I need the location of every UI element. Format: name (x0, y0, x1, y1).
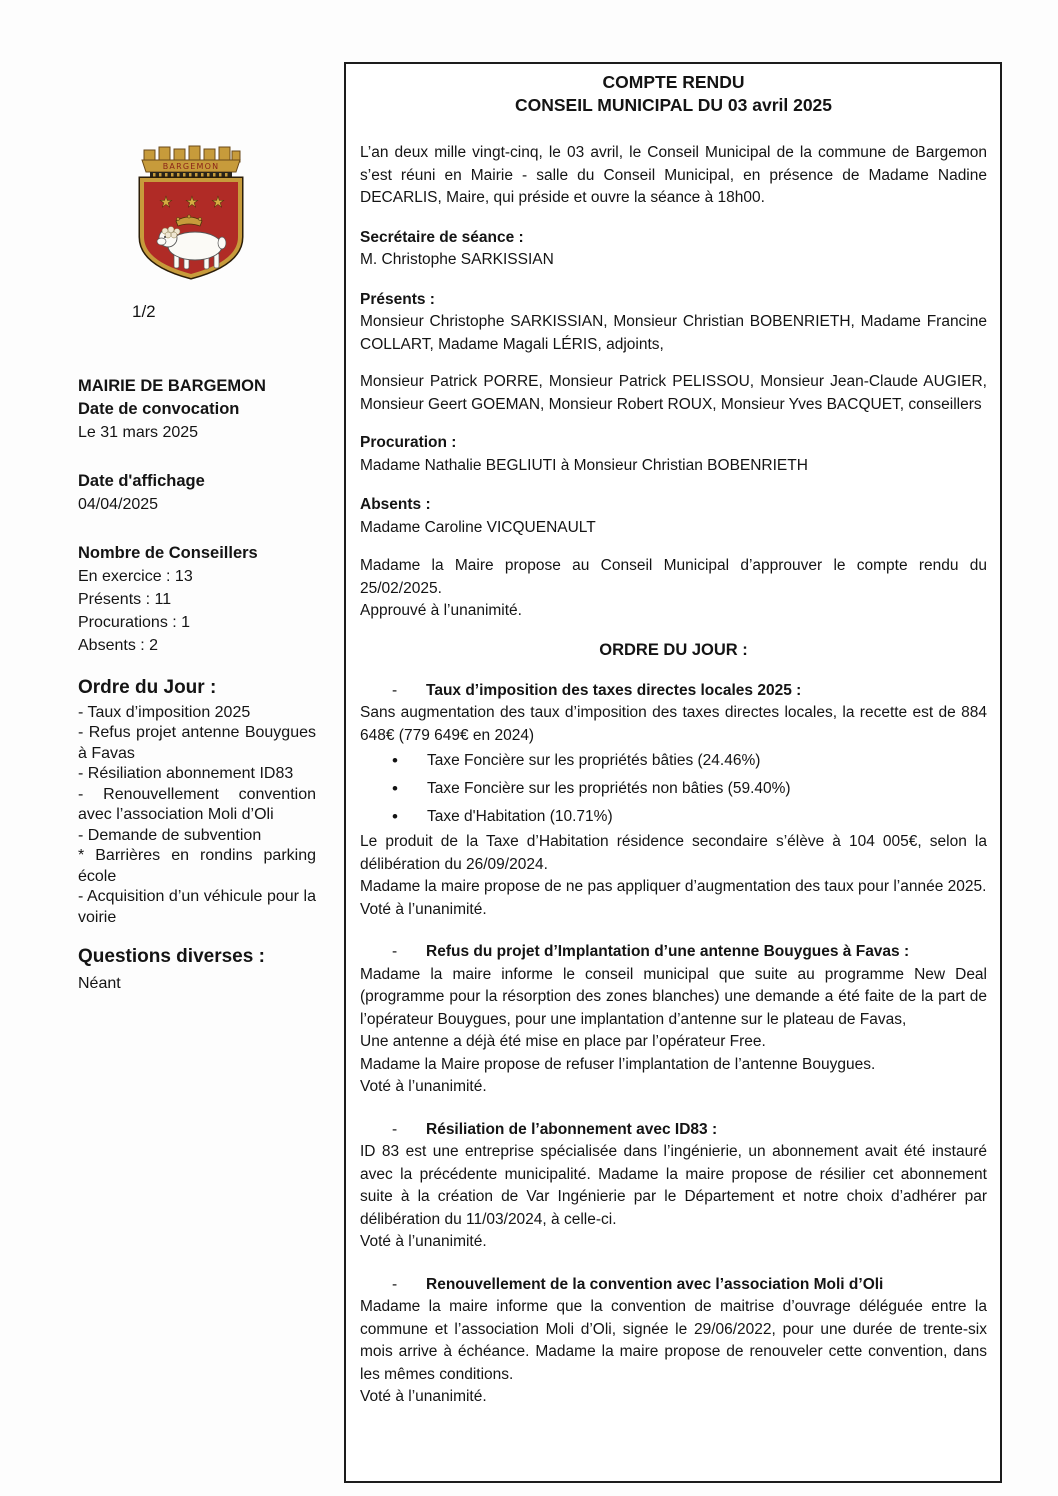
item-dash: - (392, 1120, 398, 1138)
document-frame (344, 62, 1002, 1483)
approbation-block (360, 555, 987, 623)
ordre-item: - Renouvellement convention avec l’association Moli d’Oli (78, 785, 316, 823)
vote-line: Voté à l’unanimité. (360, 1233, 487, 1250)
secretaire-label: Secrétaire de séance : (360, 228, 524, 246)
star-icon: ★ (211, 193, 225, 211)
item-paragraph: Madame la maire informe que la convention de maitrise d’ouvrage déléguée entre la commune et l’association Moli d’Oli, signée le 29/06/2022, pour une durée de trente-six mois arrive à échéance. Madame la maire propose de renouveler cette convention, dans les mêmes conditions. (360, 1298, 987, 1383)
ordre-item: - Résiliation abonnement ID83 (78, 765, 294, 782)
agenda-item-heading (360, 1119, 987, 1142)
page-number: 1/2 (132, 302, 156, 321)
ordre-item: * Barrières en rondins parking école (78, 847, 316, 885)
ordre-du-jour-block (78, 675, 316, 929)
bargemon-coat-of-arms (128, 145, 254, 281)
presents-block (360, 289, 987, 417)
conseillers-absents: Absents : 2 (78, 636, 159, 654)
conseillers-presents: Présents : 11 (78, 590, 172, 608)
ordre-item: - Acquisition d’un véhicule pour la voirie (78, 888, 316, 926)
affichage-label: Date d'affichage (78, 471, 205, 490)
item-title: Résiliation de l’abonnement avec ID83 : (426, 1120, 718, 1138)
convocation-date: Le 31 mars 2025 (78, 423, 199, 441)
title-line-1: COMPTE RENDU (602, 72, 745, 92)
ordre-du-jour-label: Ordre du Jour : (78, 676, 217, 698)
agenda-item-taux-imposition (360, 680, 987, 922)
questions-diverses-value: Néant (78, 975, 121, 992)
agenda-item-heading (360, 680, 987, 703)
intro-paragraph: L’an deux mille vingt-cinq, le 03 avril, le Conseil Municipal de la commune de Bargemon s’est réuni en Mairie - salle du Conseil Municipal, en présence de Madame Nadine DECARLIS, Maire, qui préside et ouvre la séance à 18h00. (360, 144, 987, 206)
title-line-2: CONSEIL MUNICIPAL DU 03 avril 2025 (514, 95, 833, 115)
conseillers-procurations: Procurations : 1 (78, 613, 191, 631)
agenda-item-heading (360, 1274, 987, 1297)
conseillers-block (78, 542, 316, 657)
conseillers-label: Nombre de Conseillers (78, 543, 258, 562)
item-dash: - (392, 681, 398, 699)
tax-bullet (360, 803, 987, 831)
questions-diverses-label: Questions diverses : (78, 946, 265, 967)
vote-line: Voté à l’unanimité. (360, 900, 487, 918)
approbation-vote: Approuvé à l’unanimité. (360, 602, 522, 619)
ordre-du-jour-heading: ORDRE DU JOUR : (599, 640, 748, 659)
bullet-icon (360, 803, 427, 831)
tax-bullet (360, 775, 987, 803)
star-icon: ★ (185, 193, 199, 211)
agenda-item-convention-moli-doli (360, 1274, 987, 1409)
procuration-block (360, 432, 987, 477)
vote-line: Voté à l’unanimité. (360, 1078, 487, 1095)
mairie-block (78, 375, 316, 444)
bullet-icon (360, 775, 427, 803)
ordre-item: - Refus projet antenne Bouygues à Favas (78, 724, 316, 762)
item-paragraph: Sans augmentation des taux d’imposition des taxes directes locales, la recette est de 884 648€ (779 649€ en 2024) (360, 704, 987, 744)
mairie-title: MAIRIE DE BARGEMON (78, 376, 266, 395)
item-paragraph: Une antenne a déjà été mise en place par l’opérateur Free. (360, 1033, 766, 1050)
procuration-label: Procuration : (360, 434, 457, 451)
absents-block (360, 494, 987, 539)
coat-of-arms-graphic (128, 145, 254, 281)
absents-label: Absents : (360, 496, 431, 513)
item-title: Renouvellement de la convention avec l’association Moli d’Oli (426, 1275, 884, 1293)
secretaire-value: M. Christophe SARKISSIAN (360, 251, 554, 268)
bullet-text: Taxe Foncière sur les propriétés non bâties (59.40%) (427, 780, 791, 797)
document-title (360, 71, 987, 117)
agenda-item-antenne-bouygues (360, 941, 987, 1099)
convocation-label: Date de convocation (78, 399, 240, 418)
ordre-item: - Taux d’imposition 2025 (78, 703, 251, 721)
affichage-block (78, 470, 316, 516)
item-paragraph: Le produit de la Taxe d’Habitation résidence secondaire s’élève à 104 005€, selon la délibération du 26/09/2024. (360, 833, 987, 873)
item-title: Taux d’imposition des taxes directes locales 2025 : (426, 681, 802, 699)
affichage-date: 04/04/2025 (78, 495, 159, 513)
procuration-value: Madame Nathalie BEGLIUTI à Monsieur Christian BOBENRIETH (360, 456, 808, 474)
item-title: Refus du projet d’Implantation d’une antenne Bouygues à Favas : (426, 943, 910, 960)
bullet-text: Taxe Foncière sur les propriétés bâties (24.46%) (427, 752, 761, 769)
presents-label: Présents : (360, 290, 435, 308)
item-paragraph: Madame la maire propose de ne pas appliquer d’augmentation des taux pour l’année 2025. (360, 878, 987, 895)
bullet-icon (360, 747, 427, 775)
item-dash: - (392, 943, 398, 960)
crest-banner-text: BARGEMON (162, 162, 220, 171)
absents-value: Madame Caroline VICQUENAULT (360, 518, 596, 536)
bullet-text: Taxe d'Habitation (10.71%) (427, 808, 613, 825)
vote-line: Voté à l’unanimité. (360, 1388, 487, 1405)
item-dash: - (392, 1275, 398, 1293)
item-paragraph: ID 83 est une entreprise spécialisée dans l’ingénierie, un abonnement avait été instauré avec la précédente municipalité. Madame la maire propose de résilier cet abonnement suite à la création de Var Ingénierie par le Département et notre choix d’adhérer par délibération du 11/03/2024, à celle-ci. (360, 1143, 987, 1228)
presents-conseillers: Monsieur Patrick PORRE, Monsieur Patrick PELISSOU, Monsieur Jean-Claude AUGIER, Monsieur Geert GOEMAN, Monsieur Robert ROUX, Monsieur Yves BACQUET, conseillers (360, 373, 987, 413)
presents-adjoints: Monsieur Christophe SARKISSIAN, Monsieur Christian BOBENRIETH, Madame Francine COLLART, Madame Magali LÉRIS, adjoints, (360, 313, 987, 353)
agenda-item-heading (360, 941, 987, 964)
approbation-paragraph: Madame la Maire propose au Conseil Municipal d’approuver le compte rendu du 25/02/2025. (360, 557, 987, 597)
conseillers-en-exercice: En exercice : 13 (78, 567, 193, 585)
ordre-item: - Demande de subvention (78, 826, 262, 844)
item-paragraph: Madame la maire informe le conseil municipal que suite au programme New Deal (programme pour la résorption des zones blanches) une demande a été faite de la part de l’opérateur Bouygues, pour une implantation d’antenne sur le plateau de Favas, (360, 965, 987, 1028)
questions-diverses-block (78, 944, 316, 995)
secretaire-block (360, 227, 987, 272)
left-margin-column (78, 145, 316, 995)
star-icon: ★ (159, 193, 173, 211)
item-paragraph: Madame la Maire propose de refuser l’implantation de l’antenne Bouygues. (360, 1055, 876, 1073)
agenda-item-resiliation-id83 (360, 1119, 987, 1254)
tax-bullet (360, 747, 987, 775)
